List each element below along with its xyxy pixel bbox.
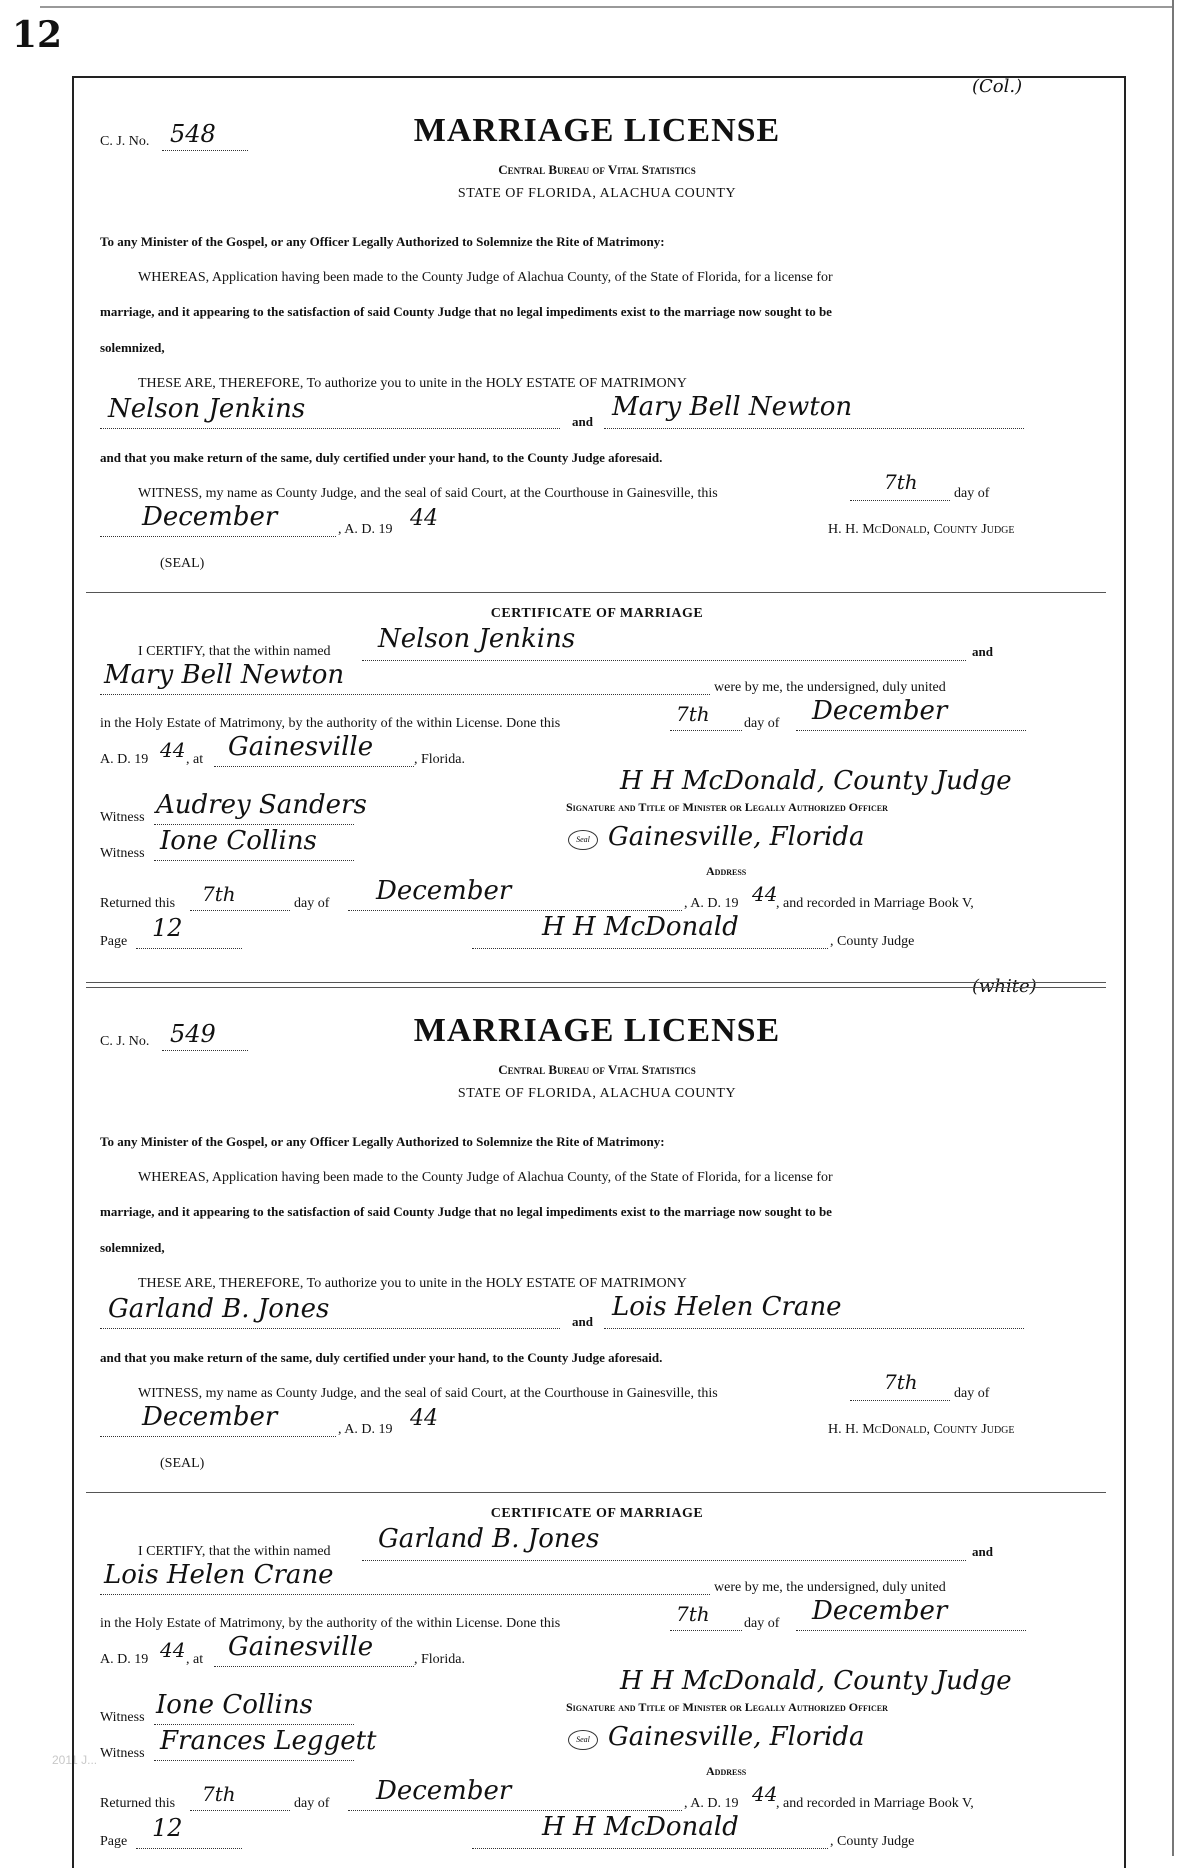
state-county: STATE OF FLORIDA, ALACHUA COUNTY <box>457 186 737 201</box>
marriage-book-text: , and recorded in Marriage Book V, <box>776 896 974 911</box>
cert-year: 44 <box>160 738 186 762</box>
cert-at: , at <box>186 752 204 767</box>
returned-label: Returned this <box>100 1796 176 1811</box>
returned-year: 44 <box>752 1782 778 1806</box>
license-year: 44 <box>410 1406 438 1431</box>
record-separator <box>86 982 1106 988</box>
witness1-name: Audrey Sanders <box>156 790 367 820</box>
document-frame <box>72 76 1126 1868</box>
return-line: and that you make return of the same, duly certified under your hand, to the County Judge aforesaid. <box>100 1350 663 1365</box>
state-county: STATE OF FLORIDA, ALACHUA COUNTY <box>457 1086 737 1101</box>
judge-signature: H H McDonald <box>542 1812 739 1842</box>
license-year: 44 <box>410 506 438 531</box>
page-label: Page <box>100 934 128 949</box>
cert-day-of: day of <box>744 1616 780 1631</box>
officer-signature: H H McDonald, County Judge <box>620 1666 1012 1696</box>
witness2-label: Witness <box>100 846 145 861</box>
witness1-label: Witness <box>100 810 145 825</box>
officer-address: Gainesville, Florida <box>608 822 865 852</box>
witness2-name: Frances Leggett <box>160 1726 377 1756</box>
to-any-minister: To any Minister of the Gospel, or any Officer Legally Authorized to Solemnize the Rite of Matrimony: <box>100 1134 665 1149</box>
cert-florida: , Florida. <box>414 1652 465 1667</box>
and-word: and <box>572 1314 593 1329</box>
seal-label: (SEAL) <box>160 556 205 571</box>
watermark: 2011 J... <box>52 1753 98 1767</box>
bride-name: Lois Helen Crane <box>612 1292 842 1322</box>
license-month: December <box>142 502 278 532</box>
cert-were-united: were by me, the undersigned, duly united <box>714 680 946 695</box>
returned-month: December <box>376 876 512 906</box>
judge-signature: H H McDonald <box>542 912 739 942</box>
seal-stamp: Seal <box>568 1730 598 1750</box>
certificate-title: CERTIFICATE OF MARRIAGE <box>490 1506 704 1521</box>
officer-address: Gainesville, Florida <box>608 1722 865 1752</box>
whereas-line-2: marriage, and it appearing to the satisfaction of said County Judge that no legal impediments exist to the marriage now sought to be <box>100 1204 832 1219</box>
certificate-title: CERTIFICATE OF MARRIAGE <box>490 606 704 621</box>
returned-day: 7th <box>202 1782 236 1806</box>
page-number: 12 <box>12 14 63 56</box>
returned-day: 7th <box>202 882 236 906</box>
returned-day-of: day of <box>294 1796 330 1811</box>
ad-label: , A. D. 19 <box>338 1422 393 1437</box>
returned-day-of: day of <box>294 896 330 911</box>
witness2-label: Witness <box>100 1746 145 1761</box>
groom-name: Nelson Jenkins <box>108 394 306 424</box>
cert-place: Gainesville <box>228 732 374 762</box>
bride-name: Mary Bell Newton <box>612 392 853 422</box>
cert-groom: Garland B. Jones <box>378 1524 600 1554</box>
whereas-line-1: WHEREAS, Application having been made to the County Judge of Alachua County, of the State of Florida, for a license for <box>138 1170 833 1185</box>
cj-label: C. J. No. <box>100 134 150 149</box>
marriage-book-text: , and recorded in Marriage Book V, <box>776 1796 974 1811</box>
cert-were-united: were by me, the undersigned, duly united <box>714 1580 946 1595</box>
returned-ad: , A. D. 19 <box>684 1796 739 1811</box>
page-label: Page <box>100 1834 128 1849</box>
and-word: and <box>572 414 593 429</box>
therefore-line: THESE ARE, THEREFORE, To authorize you to unite in the HOLY ESTATE OF MATRIMONY <box>138 1276 687 1291</box>
signature-title-label: Signature and Title of Minister or Legally Authorized Officer <box>566 1700 888 1714</box>
cert-ad: A. D. 19 <box>100 1652 149 1667</box>
whereas-line-2: marriage, and it appearing to the satisfaction of said County Judge that no legal impediments exist to the marriage now sought to be <box>100 304 832 319</box>
returned-year: 44 <box>752 882 778 906</box>
cert-certify: I CERTIFY, that the within named <box>138 644 331 659</box>
cert-month: December <box>812 1596 948 1626</box>
cert-bride: Mary Bell Newton <box>104 660 345 690</box>
license-title: MARRIAGE LICENSE <box>413 112 781 149</box>
cert-day: 7th <box>676 702 710 726</box>
license-title: MARRIAGE LICENSE <box>413 1012 781 1049</box>
page-value: 12 <box>152 1814 183 1842</box>
license-day: 7th <box>884 470 918 494</box>
cert-holy-estate: in the Holy Estate of Matrimony, by the authority of the within License. Done this <box>100 716 561 731</box>
cert-day: 7th <box>676 1602 710 1626</box>
seal-stamp: Seal <box>568 830 598 850</box>
to-any-minister: To any Minister of the Gospel, or any Officer Legally Authorized to Solemnize the Rite of Matrimony: <box>100 234 665 249</box>
address-label: Address <box>706 1764 747 1778</box>
whereas-line-1: WHEREAS, Application having been made to the County Judge of Alachua County, of the State of Florida, for a license for <box>138 270 833 285</box>
officer-signature: H H McDonald, County Judge <box>620 766 1012 796</box>
whereas-line-3: solemnized, <box>100 340 165 355</box>
groom-name: Garland B. Jones <box>108 1294 330 1324</box>
cj-label: C. J. No. <box>100 1034 150 1049</box>
cert-place: Gainesville <box>228 1632 374 1662</box>
cert-month: December <box>812 696 948 726</box>
corner-note: (Col.) <box>972 76 1023 97</box>
cert-ad: A. D. 19 <box>100 752 149 767</box>
cert-florida: , Florida. <box>414 752 465 767</box>
section-divider <box>86 1492 1106 1493</box>
witness1-name: Ione Collins <box>156 1690 313 1720</box>
seal-label: (SEAL) <box>160 1456 205 1471</box>
witness-line: WITNESS, my name as County Judge, and the seal of said Court, at the Courthouse in Gainesville, this <box>138 486 718 501</box>
cert-year: 44 <box>160 1638 186 1662</box>
county-judge-name: H. H. McDonald, County Judge <box>828 1422 1015 1437</box>
page-top-edge <box>40 6 1172 8</box>
section-divider <box>86 592 1106 593</box>
ad-label: , A. D. 19 <box>338 522 393 537</box>
cert-groom: Nelson Jenkins <box>378 624 576 654</box>
witness1-label: Witness <box>100 1710 145 1725</box>
witness2-name: Ione Collins <box>160 826 317 856</box>
signature-title-label: Signature and Title of Minister or Legally Authorized Officer <box>566 800 888 814</box>
return-line: and that you make return of the same, duly certified under your hand, to the County Judge aforesaid. <box>100 450 663 465</box>
cert-at: , at <box>186 1652 204 1667</box>
corner-note: (white) <box>972 976 1037 997</box>
license-day: 7th <box>884 1370 918 1394</box>
witness-line: WITNESS, my name as County Judge, and the seal of said Court, at the Courthouse in Gainesville, this <box>138 1386 718 1401</box>
therefore-line: THESE ARE, THEREFORE, To authorize you to unite in the HOLY ESTATE OF MATRIMONY <box>138 376 687 391</box>
day-of: day of <box>954 1386 990 1401</box>
cert-day-of: day of <box>744 716 780 731</box>
cert-certify: I CERTIFY, that the within named <box>138 1544 331 1559</box>
returned-month: December <box>376 1776 512 1806</box>
county-judge-label: , County Judge <box>830 934 915 949</box>
returned-ad: , A. D. 19 <box>684 896 739 911</box>
returned-label: Returned this <box>100 896 176 911</box>
page-value: 12 <box>152 914 183 942</box>
license-month: December <box>142 1402 278 1432</box>
bureau-name: Central Bureau of Vital Statistics <box>498 162 696 177</box>
county-judge-label: , County Judge <box>830 1834 915 1849</box>
whereas-line-3: solemnized, <box>100 1240 165 1255</box>
cert-holy-estate: in the Holy Estate of Matrimony, by the authority of the within License. Done this <box>100 1616 561 1631</box>
county-judge-name: H. H. McDonald, County Judge <box>828 522 1015 537</box>
page-right-edge <box>1172 0 1174 1856</box>
address-label: Address <box>706 864 747 878</box>
cert-bride: Lois Helen Crane <box>104 1560 334 1590</box>
cert-and: and <box>972 644 993 659</box>
cert-and: and <box>972 1544 993 1559</box>
cj-number: 549 <box>170 1020 216 1048</box>
day-of: day of <box>954 486 990 501</box>
cj-number: 548 <box>170 120 216 148</box>
bureau-name: Central Bureau of Vital Statistics <box>498 1062 696 1077</box>
